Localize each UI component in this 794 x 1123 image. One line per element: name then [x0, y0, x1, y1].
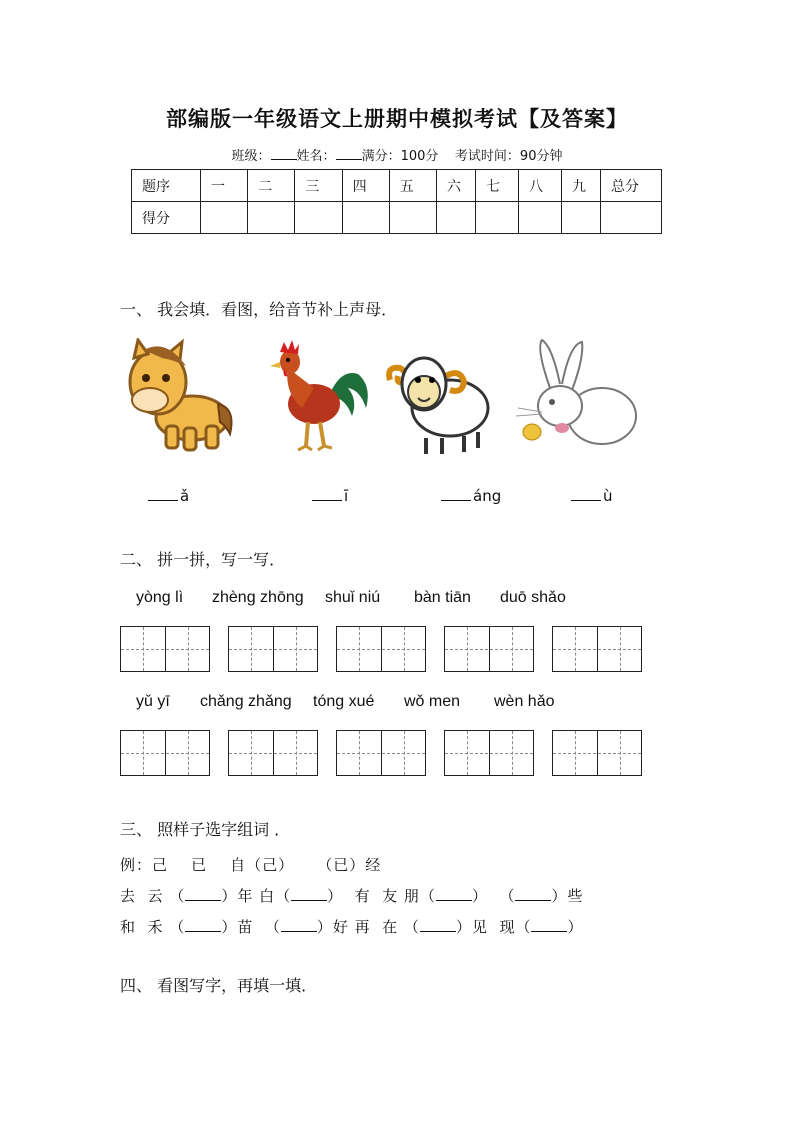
pinyin-item: bàn tiān: [414, 589, 471, 606]
score-table: [131, 169, 662, 234]
answer-blank[interactable]: [281, 919, 317, 932]
word-text: ） （: [471, 887, 516, 905]
word-text: ）些: [551, 887, 584, 905]
score-cell[interactable]: [562, 202, 601, 234]
section2-heading: 二、 拼一拼，写一写．: [120, 550, 286, 569]
blank-horse[interactable]: [148, 486, 189, 505]
score-row: [132, 202, 662, 234]
answer-blank[interactable]: [531, 919, 567, 932]
blank-rooster[interactable]: [312, 486, 348, 505]
section3-heading: 三、 照样子选字组词 ．: [120, 820, 291, 839]
writing-grid[interactable]: [552, 730, 642, 776]
writing-grid[interactable]: [228, 730, 318, 776]
score-header-cell: 总分: [601, 170, 662, 202]
word-line-2: [120, 916, 584, 937]
rooster-picture: [268, 338, 372, 458]
example-line: 例：己 已 自（己） （已）经: [120, 856, 382, 874]
writing-grid[interactable]: [444, 626, 534, 672]
blank-rooster-final: ī: [344, 487, 349, 505]
answer-blank[interactable]: [185, 888, 221, 901]
score-header-cell: 八: [519, 170, 562, 202]
writing-grid[interactable]: [552, 626, 642, 672]
score-header-row: [132, 170, 662, 202]
score-header-cell: 六: [437, 170, 476, 202]
word-text: ）: [567, 918, 584, 936]
score-cell[interactable]: [519, 202, 562, 234]
score-header-cell: 四: [342, 170, 389, 202]
pinyin-item: wèn hǎo: [494, 693, 555, 710]
word-line-1: [120, 885, 584, 906]
blank-rabbit[interactable]: [571, 486, 613, 505]
writing-grid[interactable]: [336, 730, 426, 776]
score-cell[interactable]: [476, 202, 519, 234]
writing-grid[interactable]: [336, 626, 426, 672]
score-header-cell: 九: [562, 170, 601, 202]
score-cell[interactable]: [342, 202, 389, 234]
blank-horse-final: ǎ: [180, 487, 190, 505]
horse-picture: [126, 338, 238, 456]
section4-heading: 四、 看图写字，再填一填．: [120, 976, 318, 995]
word-text: ）苗 （: [221, 918, 281, 936]
score-header-cell: 五: [389, 170, 436, 202]
writing-grid[interactable]: [120, 626, 210, 672]
pinyin-item: zhèng zhōng: [212, 589, 304, 606]
answer-blank[interactable]: [185, 919, 221, 932]
score-header-cell: 三: [295, 170, 342, 202]
score-cell[interactable]: [437, 202, 476, 234]
score-header-cell: 题序: [132, 170, 201, 202]
pinyin-item: wǒ men: [404, 693, 461, 710]
blank-sheep[interactable]: [441, 486, 501, 505]
score-cell[interactable]: [295, 202, 342, 234]
class-label: 班级：: [231, 149, 271, 164]
exam-info: [0, 145, 794, 164]
full-score: 满分：100分: [361, 149, 439, 164]
score-cell[interactable]: [601, 202, 662, 234]
section1-heading: 一、 我会填．看图，给音节补上声母．: [120, 300, 398, 319]
pinyin-item: chǎng zhǎng: [200, 693, 292, 710]
pinyin-item: yǔ yī: [136, 693, 170, 710]
word-text: ） 有 友 朋（: [327, 887, 436, 905]
score-cell[interactable]: [389, 202, 436, 234]
answer-blank[interactable]: [291, 888, 327, 901]
score-header-cell: 二: [248, 170, 295, 202]
writing-grid[interactable]: [228, 626, 318, 672]
blank-sheep-final: áng: [473, 487, 502, 505]
word-text: ）好 再 在 （: [316, 918, 420, 936]
answer-blank[interactable]: [420, 919, 456, 932]
name-blank[interactable]: [336, 147, 362, 160]
score-cell[interactable]: [248, 202, 295, 234]
score-header-cell: 一: [201, 170, 248, 202]
pinyin-item: duō shǎo: [500, 589, 566, 606]
pinyin-item: yòng lì: [136, 589, 184, 606]
name-label: 姓名：: [296, 149, 336, 164]
exam-time: 考试时间：90分钟: [454, 149, 563, 164]
writing-grid[interactable]: [120, 730, 210, 776]
page-title: 部编版一年级语文上册期中模拟考试【及答案】: [166, 107, 628, 131]
score-row-label: 得分: [132, 202, 201, 234]
pinyin-item: tóng xué: [313, 693, 375, 710]
word-text: 去 云 （: [120, 887, 186, 905]
word-text: 和 禾 （: [120, 918, 186, 936]
score-header-cell: 七: [476, 170, 519, 202]
score-cell[interactable]: [201, 202, 248, 234]
answer-blank[interactable]: [436, 888, 472, 901]
word-text: ）年 白（: [221, 887, 292, 905]
pinyin-item: shuǐ niú: [325, 589, 381, 606]
class-blank[interactable]: [271, 147, 297, 160]
answer-blank[interactable]: [515, 888, 551, 901]
word-text: ）见 现（: [455, 918, 532, 936]
writing-grid[interactable]: [444, 730, 534, 776]
blank-rabbit-final: ù: [603, 487, 613, 505]
rabbit-picture: [512, 338, 640, 452]
sheep-picture: [386, 338, 494, 458]
